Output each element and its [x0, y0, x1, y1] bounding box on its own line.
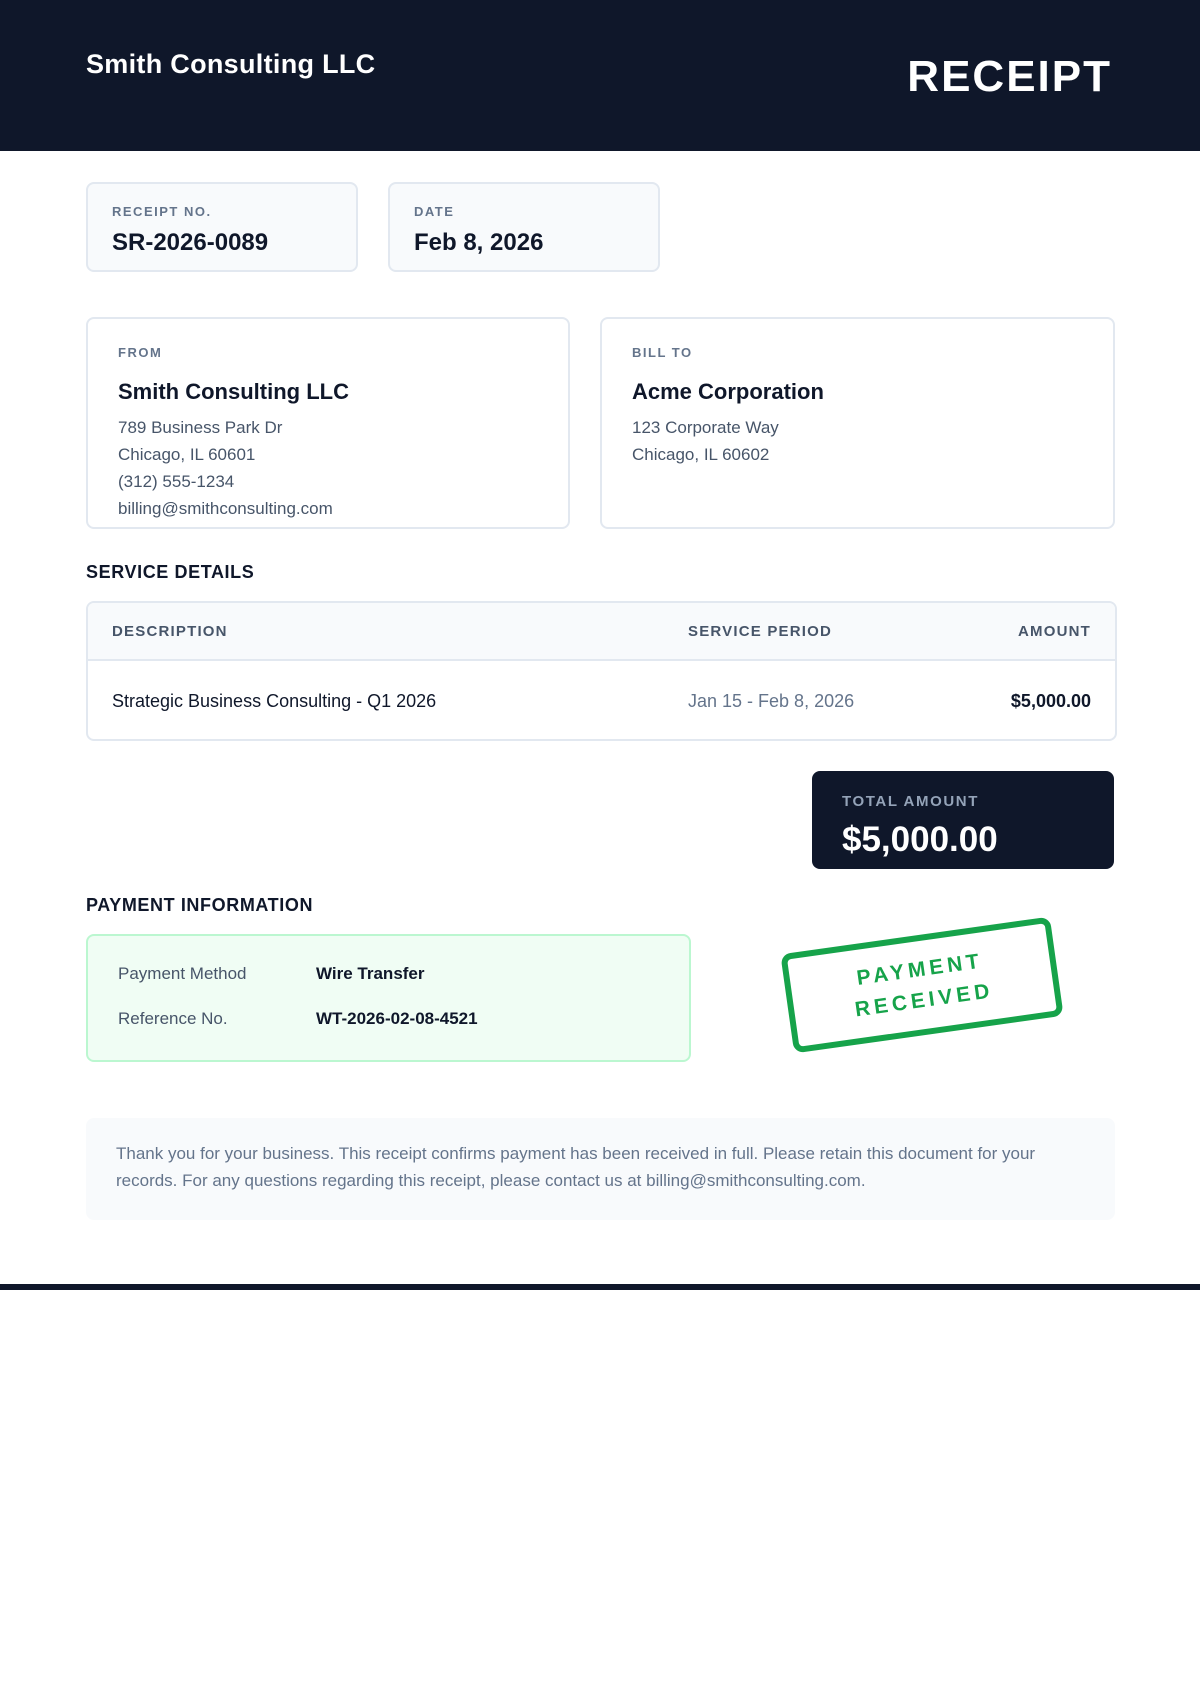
reference-number-label: Reference No.: [118, 1009, 228, 1028]
column-service-period: SERVICE PERIOD: [688, 623, 833, 640]
bill-to-name: Acme Corporation: [632, 379, 824, 404]
bill-to-label: BILL TO: [632, 345, 693, 360]
payment-method-label: Payment Method: [118, 964, 247, 983]
from-name: Smith Consulting LLC: [118, 379, 349, 404]
from-label: FROM: [118, 345, 163, 360]
reference-number-value: WT-2026-02-08-4521: [316, 1009, 478, 1028]
receipt-number-label: RECEIPT NO.: [112, 204, 212, 219]
stamp-line-1: PAYMENT: [855, 949, 985, 990]
date-value: Feb 8, 2026: [414, 229, 544, 256]
bill-to-card: [600, 317, 1115, 529]
total-amount-box: [812, 771, 1114, 869]
service-table-header: [88, 603, 1115, 661]
receipt-number-value: SR-2026-0089: [112, 229, 269, 256]
bill-to-address-line-1: 123 Corporate Way: [632, 418, 779, 437]
from-email: billing@smithconsulting.com: [118, 499, 333, 518]
receipt-header: [0, 0, 1200, 151]
receipt-number-card: [86, 182, 358, 272]
service-table: [86, 601, 1117, 741]
document-title: RECEIPT: [907, 52, 1112, 101]
from-address-line-1: 789 Business Park Dr: [118, 418, 283, 437]
row-service-period: Jan 15 - Feb 8, 2026: [688, 691, 855, 711]
row-amount: $5,000.00: [1010, 691, 1091, 711]
from-card: [86, 317, 570, 529]
total-amount-label: TOTAL AMOUNT: [842, 793, 979, 810]
bill-to-address-line-2: Chicago, IL 60602: [632, 445, 770, 464]
payment-info-box: [86, 934, 691, 1062]
from-phone: (312) 555-1234: [118, 472, 235, 491]
thank-you-note: Thank you for your business. This receipt confirms payment has been received in full. Please retain this document for your records. For any questions regarding this receipt, please contact us at billing@smithconsulting.com.: [86, 1118, 1115, 1220]
column-description: DESCRIPTION: [112, 623, 228, 640]
footer-divider: [0, 1284, 1200, 1290]
from-address-line-2: Chicago, IL 60601: [118, 445, 256, 464]
row-description: Strategic Business Consulting - Q1 2026: [112, 691, 437, 711]
payment-method-value: Wire Transfer: [316, 964, 425, 983]
company-name: Smith Consulting LLC: [86, 49, 376, 79]
date-card: [388, 182, 660, 272]
date-label: DATE: [414, 204, 455, 219]
payment-information-title: PAYMENT INFORMATION: [86, 895, 314, 915]
service-details-title: SERVICE DETAILS: [86, 562, 255, 582]
column-amount: AMOUNT: [1017, 623, 1091, 640]
total-amount-value: $5,000.00: [842, 820, 998, 859]
stamp-line-2: RECEIVED: [853, 979, 995, 1022]
payment-received-stamp: [780, 917, 1063, 1054]
